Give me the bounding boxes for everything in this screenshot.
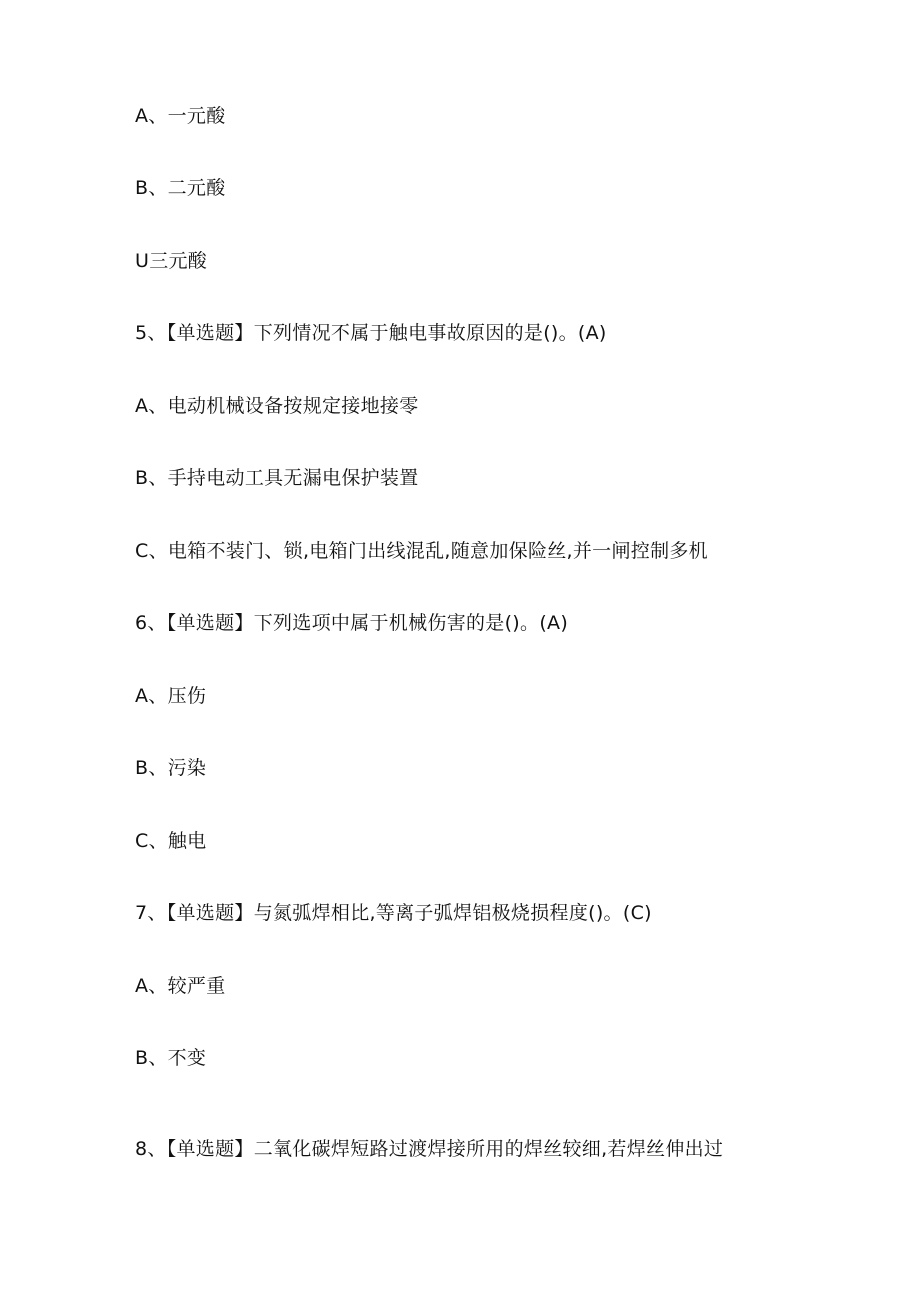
question-5: 5、【单选题】下列情况不属于触电事故原因的是()。(A) <box>135 322 607 344</box>
option-b-q4: B、二元酸 <box>135 177 226 199</box>
option-b-q7: B、不变 <box>135 1047 207 1069</box>
option-a-q4: A、一元酸 <box>135 105 226 127</box>
question-7: 7、【单选题】与氮弧焊相比,等离子弧焊铝极烧损程度()。(C) <box>135 902 652 924</box>
question-8: 8、【单选题】二氧化碳焊短路过渡焊接所用的焊丝较细,若焊丝伸出过 <box>135 1138 724 1160</box>
option-a-q7: A、较严重 <box>135 975 226 997</box>
option-c-q4: U三元酸 <box>135 250 208 272</box>
option-b-q6: B、污染 <box>135 757 207 779</box>
option-a-q6: A、压伤 <box>135 685 207 707</box>
question-6: 6、【单选题】下列选项中属于机械伤害的是()。(A) <box>135 612 569 634</box>
option-b-q5: B、手持电动工具无漏电保护装置 <box>135 467 419 489</box>
option-a-q5: A、电动机械设备按规定接地接零 <box>135 395 419 417</box>
option-c-q5: C、电箱不装门、锁,电箱门出线混乱,随意加保险丝,并一闸控制多机 <box>135 540 708 562</box>
option-c-q6: C、触电 <box>135 830 207 852</box>
